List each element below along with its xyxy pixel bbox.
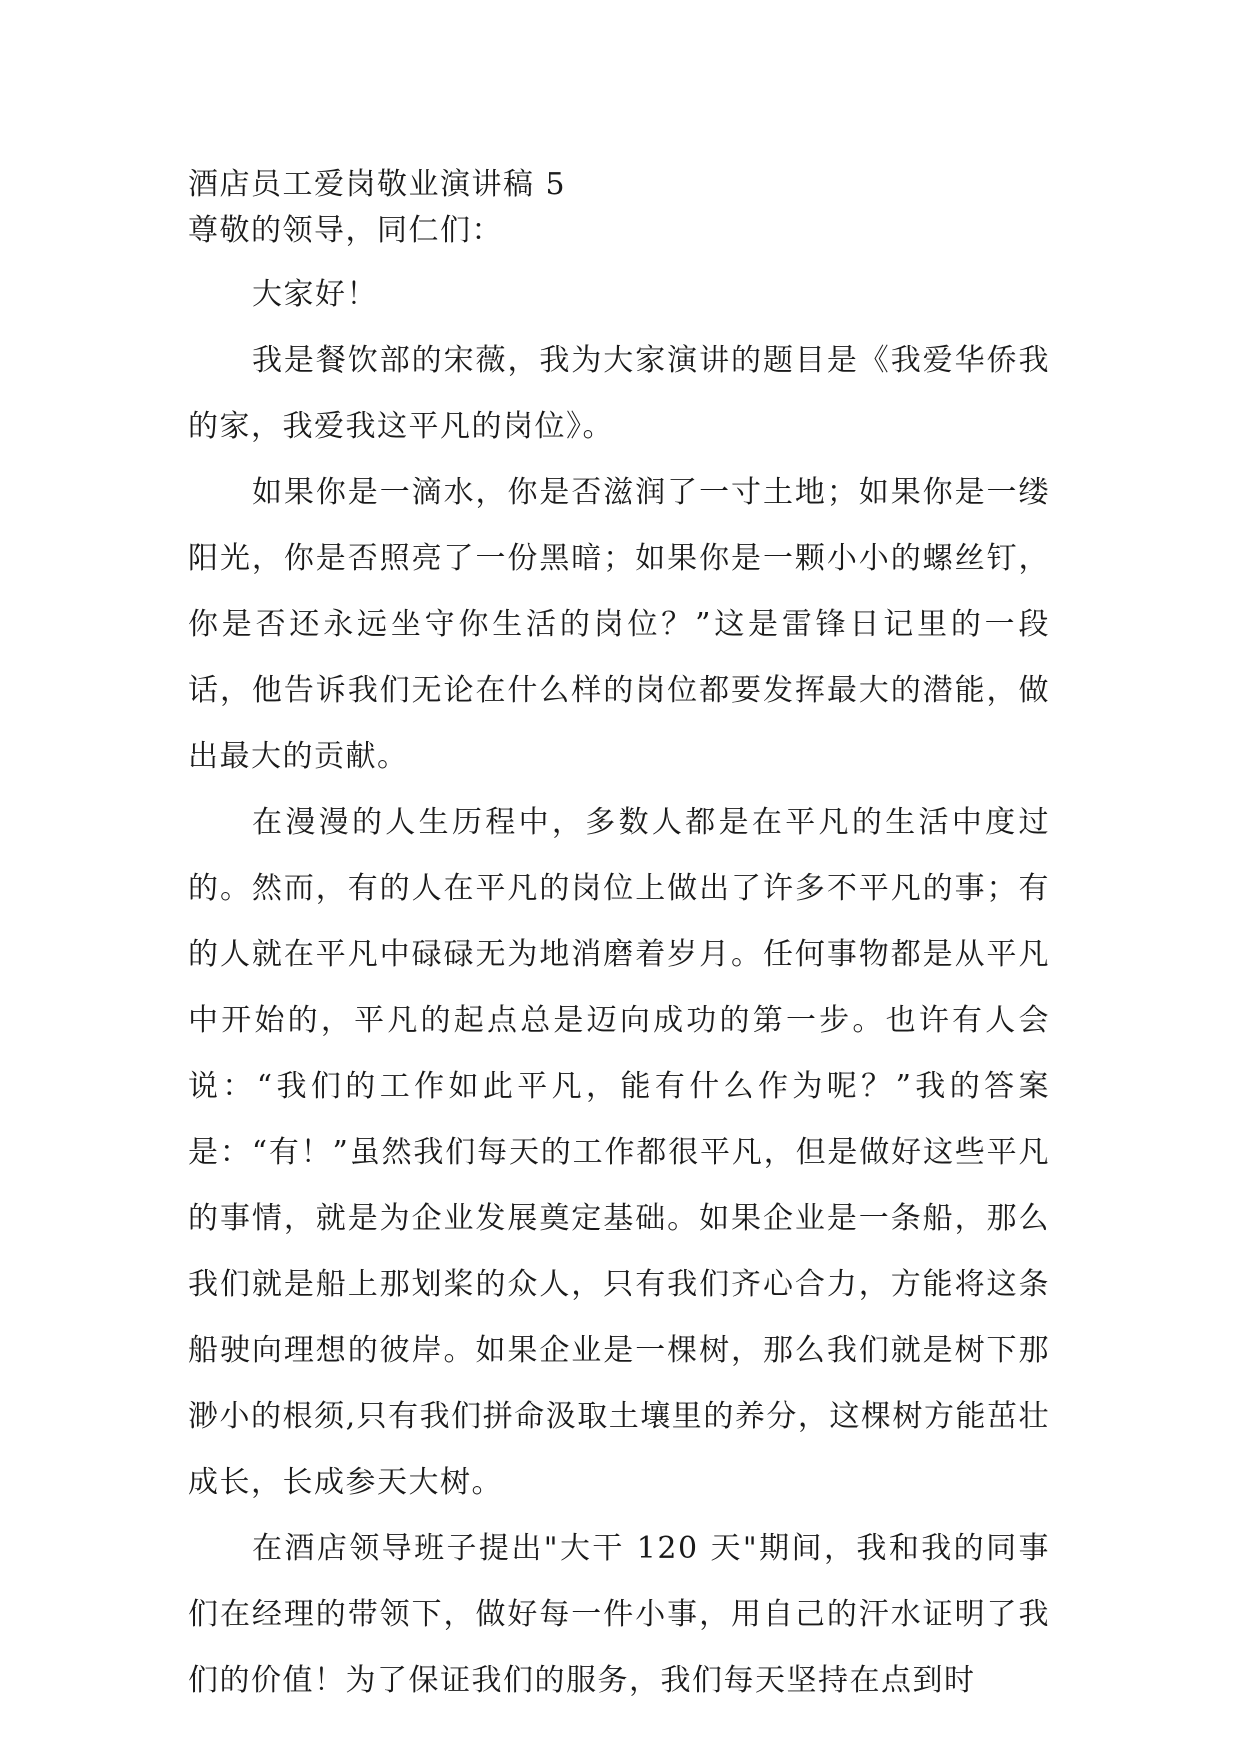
- paragraph-leifeng-quote: 如果你是一滴水，你是否滋润了一寸土地；如果你是一缕阳光，你是否照亮了一份黑暗；如果你是一颗小小的螺丝钉，你是否还永远坐守你生活的岗位？”这是雷锋日记里的一段话，他告诉我们无论在什么样的岗位都要发挥最大的潜能，做出最大的贡献。: [188, 475, 1050, 774]
- paragraph-ordinary-work: 在漫漫的人生历程中，多数人都是在平凡的生活中度过的。然而，有的人在平凡的岗位上做出了许多不平凡的事；有的人就在平凡中碌碌无为地消磨着岁月。任何事物都是从平凡中开始的，平凡的起点总是迈向成功的第一步。也许有人会说：“我们的工作如此平凡，能有什么作为呢？”我的答案是：“有！”虽然我们每天的工作都很平凡，但是做好这些平凡的事情，就是为企业发展奠定基础。如果企业是一条船，那么我们就是船上那划桨的众人，只有我们齐心合力，方能将这条船驶向理想的彼岸。如果企业是一棵树，那么我们就是树下那渺小的根须,只有我们拼命汲取土壤里的养分，这棵树方能茁壮成长，长成参天大树。: [188, 805, 1050, 1500]
- paragraph-120-days: 在酒店领导班子提出"大干 120 天"期间，我和我的同事们在经理的带领下，做好每一件小事，用自己的汗水证明了我们的价值！为了保证我们的服务，我们每天坚持在点到时: [188, 1531, 1050, 1698]
- document-title: 酒店员工爱岗敬业演讲稿 5: [188, 167, 567, 202]
- paragraph-intro: 我是餐饮部的宋薇，我为大家演讲的题目是《我爱华侨我的家，我爱我这平凡的岗位》。: [188, 343, 1050, 444]
- document-body: [188, 162, 1050, 1714]
- salutation: 尊敬的领导，同仁们：: [188, 213, 503, 248]
- paragraph-greeting: 大家好！: [252, 277, 378, 312]
